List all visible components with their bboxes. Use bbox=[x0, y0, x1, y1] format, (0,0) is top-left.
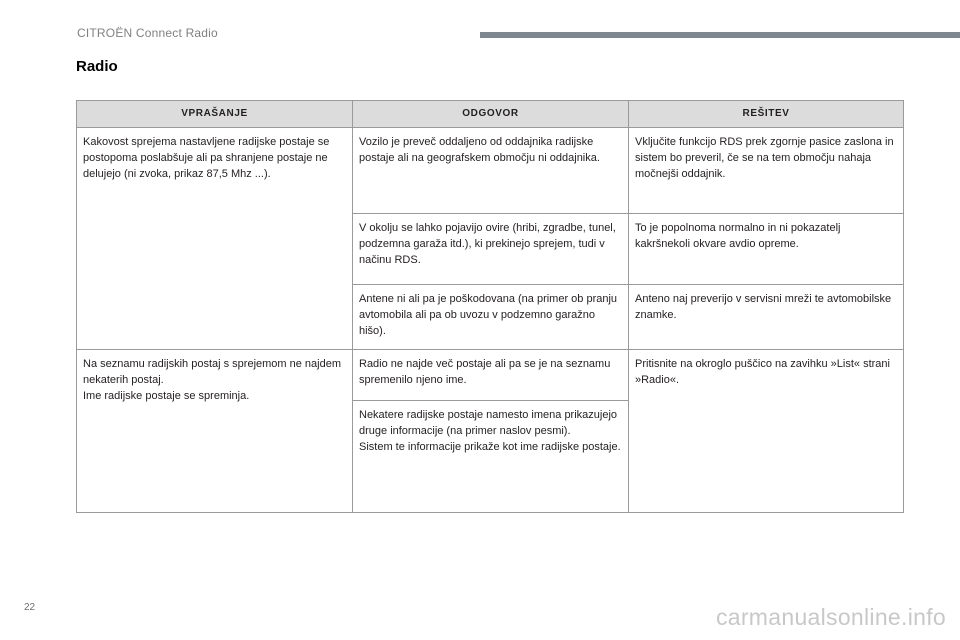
solution-cell: Vključite funkcijo RDS prek zgornje pasice zaslona in sistem bo preveril, če se na tem območju nahaja močnejši oddajnik. bbox=[629, 128, 904, 214]
watermark: carmanualsonline.info bbox=[715, 604, 946, 630]
solution-cell: Anteno naj preverijo v servisni mreži te avtomobilske znamke. bbox=[629, 285, 904, 350]
column-header-question: VPRAŠANJE bbox=[77, 101, 353, 128]
troubleshooting-table bbox=[76, 100, 904, 513]
answer-cell: V okolju se lahko pojavijo ovire (hribi, zgradbe, tunel, podzemna garaža itd.), ki prekinejo sprejem, tudi v načinu RDS. bbox=[353, 214, 629, 285]
solution-cell: Pritisnite na okroglo puščico na zavihku »List« strani »Radio«. bbox=[629, 350, 904, 513]
running-header: CITROËN Connect Radio bbox=[77, 26, 218, 40]
table-row bbox=[77, 350, 904, 401]
question-cell: Na seznamu radijskih postaj s sprejemom ne najdem nekaterih postaj. Ime radijske postaje se spreminja. bbox=[77, 350, 353, 513]
header-bar bbox=[480, 32, 960, 38]
column-header-solution: REŠITEV bbox=[629, 101, 904, 128]
question-cell: Kakovost sprejema nastavljene radijske postaje se postopoma poslabšuje ali pa shranjene postaje ne delujejo (ni zvoka, prikaz 87,5 Mhz ...). bbox=[77, 128, 353, 350]
answer-cell: Vozilo je preveč oddaljeno od oddajnika radijske postaje ali na geografskem območju ni oddajnika. bbox=[353, 128, 629, 214]
page-number: 22 bbox=[24, 602, 36, 613]
page-title: Radio bbox=[76, 58, 118, 75]
answer-cell: Nekatere radijske postaje namesto imena prikazujejo druge informacije (na primer naslov pesmi). Sistem te informacije prikaže kot ime radijske postaje. bbox=[353, 401, 629, 513]
answer-cell: Antene ni ali pa je poškodovana (na primer ob pranju avtomobila ali pa ob uvozu v podzemno garažno hišo). bbox=[353, 285, 629, 350]
solution-cell: To je popolnoma normalno in ni pokazatelj kakršnekoli okvare avdio opreme. bbox=[629, 214, 904, 285]
column-header-answer: ODGOVOR bbox=[353, 101, 629, 128]
table-row bbox=[77, 128, 904, 214]
answer-cell: Radio ne najde več postaje ali pa se je na seznamu spremenilo njeno ime. bbox=[353, 350, 629, 401]
table-header-row bbox=[77, 101, 904, 128]
